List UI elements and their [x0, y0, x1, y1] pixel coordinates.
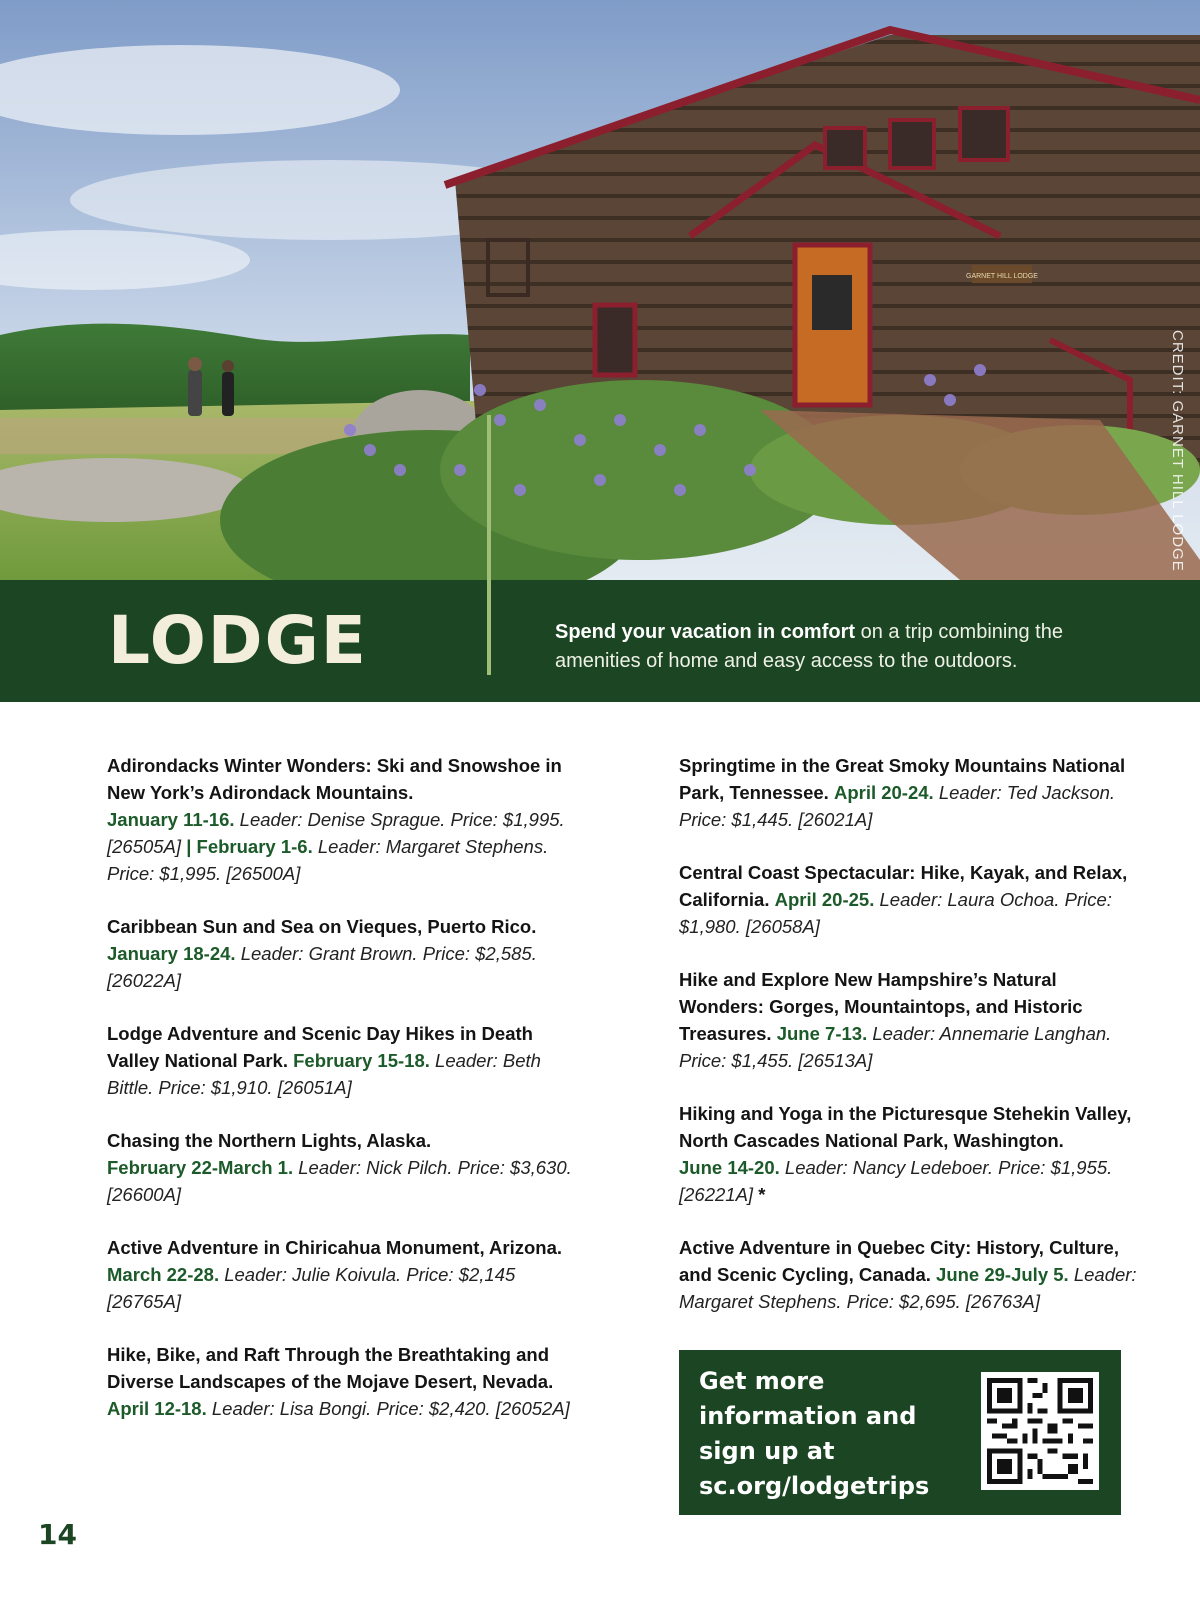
- trip-details: Leader: Ted Jackson. Price: $1,445. [26021A]: [679, 782, 1116, 830]
- trip-dates: June 29-July 5.: [936, 1264, 1069, 1285]
- trip-dates: February 1-6.: [196, 836, 313, 857]
- trip-title: Active Adventure in Chiricahua Monument, Arizona.: [107, 1237, 563, 1258]
- trip-item: [107, 1020, 577, 1101]
- trip-list-right: [679, 752, 1139, 1341]
- signup-text: Get more information and sign up at sc.org/lodgetrips: [699, 1367, 930, 1500]
- trip-note: *: [753, 1184, 766, 1205]
- trip-dates: February 22-March 1.: [107, 1157, 294, 1178]
- tagline-rest: on a trip combining the amenities of home and easy access to the outdoors.: [555, 621, 1063, 672]
- trip-item: [679, 1234, 1139, 1315]
- trip-item: [107, 913, 577, 994]
- trip-title: Chasing the Northern Lights, Alaska.: [107, 1130, 432, 1151]
- trip-item: [679, 1100, 1139, 1208]
- page-number: 14: [38, 1518, 77, 1551]
- trip-title: Active Adventure in Quebec City: History, Culture, and Scenic Cycling, Canada.: [679, 1237, 1119, 1285]
- banner-divider: [487, 415, 491, 675]
- trip-details: Leader: Laura Ochoa. Price: $1,980. [26058A]: [679, 889, 1112, 937]
- trip-dates: January 18-24.: [107, 943, 236, 964]
- trip-dates: June 14-20.: [679, 1157, 780, 1178]
- section-banner: [0, 580, 1200, 702]
- trip-dates: February 15-18.: [293, 1050, 430, 1071]
- trip-item: [679, 752, 1139, 833]
- trip-item: [679, 966, 1139, 1074]
- trip-item: [107, 1127, 577, 1208]
- trip-details: Leader: Grant Brown. Price: $2,585. [26022A]: [107, 943, 537, 991]
- trip-dates: March 22-28.: [107, 1264, 220, 1285]
- section-tagline: [555, 618, 1115, 676]
- trip-item: [679, 859, 1139, 940]
- trip-dates: April 20-24.: [833, 782, 934, 803]
- trip-details: Leader: Denise Sprague. Price: $1,995. [26505A]: [107, 809, 565, 857]
- trip-title: Hiking and Yoga in the Picturesque Stehekin Valley, North Cascades National Park, Washington.: [679, 1103, 1132, 1151]
- photo-credit: CREDIT: GARNET HILL LODGE: [1169, 330, 1186, 572]
- hero-photo: [0, 0, 1200, 580]
- trip-dates: January 11-16.: [107, 809, 235, 830]
- trip-details: Leader: Margaret Stephens. Price: $1,995. [26500A]: [107, 836, 549, 884]
- trip-details: Leader: Beth Bittle. Price: $1,910. [26051A]: [107, 1050, 541, 1098]
- trip-title: Lodge Adventure and Scenic Day Hikes in Death Valley National Park.: [107, 1023, 533, 1071]
- trip-title: Adirondacks Winter Wonders: Ski and Snowshoe in New York’s Adirondack Mountains.: [107, 755, 562, 803]
- trip-dates: April 12-18.: [107, 1398, 207, 1419]
- trip-details: Leader: Julie Koivula. Price: $2,145 [26765A]: [107, 1264, 516, 1312]
- qr-code-icon[interactable]: [981, 1372, 1099, 1490]
- trip-details: Leader: Nick Pilch. Price: $3,630. [26600A]: [107, 1157, 572, 1205]
- trip-title: Central Coast Spectacular: Hike, Kayak, and Relax, California.: [679, 862, 1128, 910]
- trip-title: Hike, Bike, and Raft Through the Breathtaking and Diverse Landscapes of the Mojave Desert, Nevada.: [107, 1344, 554, 1392]
- trip-title: Hike and Explore New Hampshire’s Natural Wonders: Gorges, Mountaintops, and Historic Treasures.: [679, 969, 1083, 1044]
- trip-item: [107, 752, 577, 887]
- trip-item: [107, 1234, 577, 1315]
- trip-details: Leader: Nancy Ledeboer. Price: $1,955. [26221A]: [679, 1157, 1113, 1205]
- lodge-sign-text: GARNET HILL LODGE: [966, 273, 1038, 280]
- trip-title: Springtime in the Great Smoky Mountains National Park, Tennessee.: [679, 755, 1126, 803]
- trip-dates: June 7-13.: [776, 1023, 868, 1044]
- trip-details: Leader: Lisa Bongi. Price: $2,420. [26052A]: [211, 1398, 570, 1419]
- trip-dates: April 20-25.: [774, 889, 875, 910]
- trip-title: Caribbean Sun and Sea on Vieques, Puerto Rico.: [107, 916, 537, 937]
- trip-list-left: [107, 752, 577, 1448]
- trip-details: Leader: Annemarie Langhan. Price: $1,455. [26513A]: [679, 1023, 1112, 1071]
- tagline-bold: Spend your vacation in comfort: [555, 621, 856, 643]
- trip-item: [107, 1341, 577, 1422]
- signup-callout: [679, 1350, 1121, 1515]
- section-title: LODGE: [108, 602, 368, 679]
- trip-separator: |: [186, 836, 197, 857]
- trip-details: Leader: Margaret Stephens. Price: $2,695. [26763A]: [679, 1264, 1137, 1312]
